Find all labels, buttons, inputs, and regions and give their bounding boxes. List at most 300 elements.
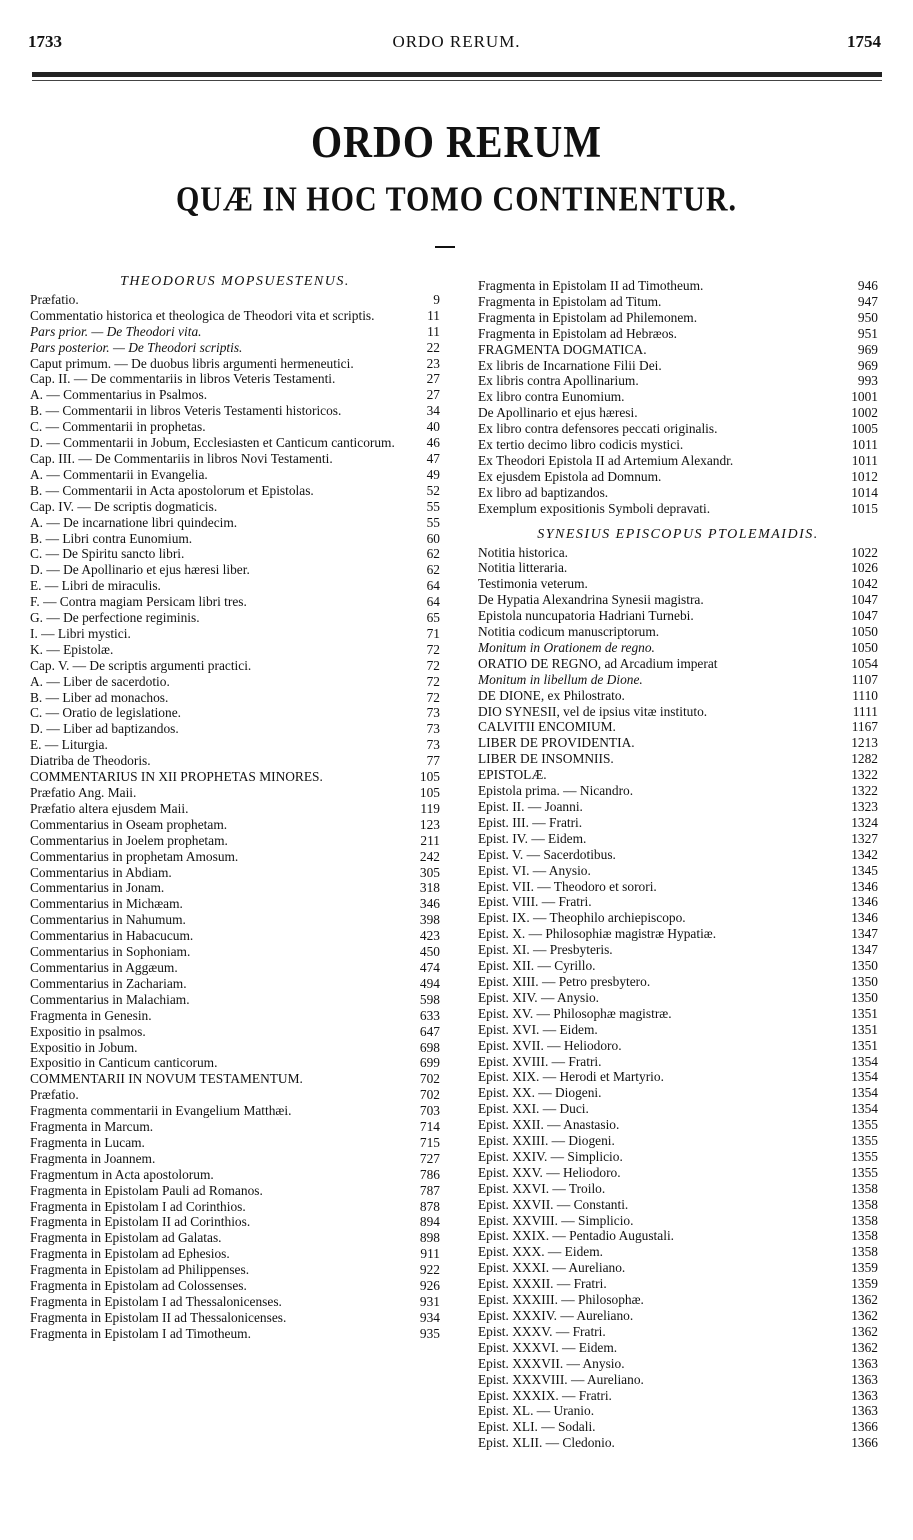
toc-entry-page: 1358 [851,1228,878,1244]
toc-entry-page: 1358 [851,1196,878,1212]
toc-entry-title: COMMENTARII IN NOVUM TESTAMENTUM. [30,1071,303,1087]
toc-entry [30,1262,440,1278]
toc-entry-title: I. — Libri mystici. [30,625,131,641]
toc-entry-title: D. — De Apollinario et ejus hæresi liber. [30,562,250,578]
toc-entry-page: 633 [419,1007,440,1023]
toc-entry-title: Epist. XVII. — Heliodoro. [478,1037,622,1053]
toc-entry [478,1069,878,1085]
toc-entry-page: 72 [426,689,440,705]
toc-entry-page: 73 [426,705,440,721]
toc-entry-title: Commentarius in Nahumum. [30,912,186,928]
toc-entry-title: Epist. XIX. — Herodi et Martyrio. [478,1069,664,1085]
toc-entry [478,560,878,576]
toc-entry-title: Fragmenta in Epistolam Pauli ad Romanos. [30,1182,263,1198]
toc-entry-page: 598 [419,991,440,1007]
toc-entry [478,592,878,608]
toc-entry-page: 1347 [851,942,878,958]
toc-entry [30,1040,440,1056]
toc-entry-page: 1323 [851,799,878,814]
toc-entry-page: 27 [426,371,440,387]
column-number-left: 1733 [28,32,62,51]
toc-entry-title: LIBER DE PROVIDENTIA. [478,735,635,751]
toc-entry-page: 55 [426,498,440,514]
page-header [0,30,913,54]
toc-entry-page: 1042 [851,576,878,592]
toc-entry-page: 305 [419,864,440,880]
toc-entry-page: 1002 [851,405,878,421]
toc-entry-page: 1366 [851,1419,878,1435]
toc-entry-title: Epist. XVI. — Eidem. [478,1021,598,1037]
toc-entry [30,626,440,642]
toc-entry-title: Fragmenta commentarii in Evangelium Matthæi. [30,1103,292,1119]
toc-entry-title: Testimonia veterum. [478,576,588,592]
toc-entry [478,1101,878,1117]
toc-entry-page: 62 [426,562,440,578]
toc-entry [478,974,878,990]
toc-entry-title: Commentarius in Sophoniam. [30,944,191,960]
toc-entry-page: 73 [426,737,440,753]
toc-entry [30,1294,440,1310]
toc-entry [478,1117,878,1133]
toc-entry-title: D. — Commentarii in Jobum, Ecclesiasten et Canticum canticorum. [30,435,395,451]
toc-entry-page: 898 [419,1230,440,1246]
toc-entry [30,1199,440,1215]
toc-entry-title: A. — Commentarii in Evangelia. [30,466,208,482]
toc-entry [30,403,440,419]
toc-entry-title: Epist. XXXII. — Fratri. [478,1276,607,1292]
toc-entry [30,419,440,435]
toc-entry [478,1419,878,1435]
toc-entry-page: 911 [420,1246,440,1262]
toc-entry-title: Epist. XXI. — Duci. [478,1101,589,1117]
toc-entry-page: 52 [426,482,440,498]
toc-entry-title: Fragmenta in Epistolam I ad Corinthios. [30,1198,246,1214]
toc-entry-title: Fragmenta in Genesin. [30,1007,152,1023]
toc-entry [30,912,440,928]
toc-entry-title: G. — De perfectione regiminis. [30,610,200,626]
toc-entry-title: Notitia historica. [478,544,568,560]
toc-entry-title: Epist. XXIV. — Simplicio. [478,1148,623,1164]
toc-entry-page: 11 [427,323,440,339]
toc-entry [30,705,440,721]
toc-entry-page: 46 [426,435,440,451]
toc-entry [478,1149,878,1165]
toc-entry [30,801,440,817]
toc-entry-title: E. — Liturgia. [30,737,108,753]
toc-entry [30,721,440,737]
toc-entry-page: 1354 [851,1101,878,1117]
toc-entry-title: Ex libro contra defensores peccati originalis. [478,421,718,437]
toc-entry-title: Fragmenta in Epistolam I ad Timotheum. [30,1325,251,1341]
toc-entry [478,831,878,847]
toc-entry [30,1214,440,1230]
toc-entry-page: 969 [857,357,878,373]
toc-entry-title: A. — Liber de sacerdotio. [30,673,170,689]
toc-entry-page: 1022 [851,544,878,560]
toc-entry-title: Epist. IV. — Eidem. [478,830,587,846]
toc-entry-title: Cap. III. — De Commentariis in libros Novi Testamenti. [30,450,333,466]
toc-entry [478,1133,878,1149]
toc-entry-title: Fragmenta in Epistolam ad Philippenses. [30,1262,250,1278]
toc-entry [478,1022,878,1038]
toc-entry [478,405,878,421]
running-title: ORDO RERUM. [392,32,521,51]
toc-entry-title: Epist. XLI. — Sodali. [478,1419,596,1435]
toc-entry-page: 1350 [851,989,878,1005]
toc-entry-page: 1355 [851,1117,878,1133]
toc-entry-page: 73 [426,721,440,737]
toc-entry-page: 47 [426,450,440,466]
toc-entry-page: 1354 [851,1085,878,1101]
right-column [478,278,878,1451]
toc-entry [478,1181,878,1197]
toc-entry [478,815,878,831]
toc-entry [478,1006,878,1022]
toc-entry-title: Epist. VII. — Theodoro et sorori. [478,878,657,894]
toc-entry [478,624,878,640]
toc-entry-page: 105 [419,785,440,800]
toc-entry-page: 1355 [851,1133,878,1149]
toc-entry-page: 894 [419,1214,440,1230]
toc-entry-page: 947 [857,293,878,309]
toc-entry-title: Epist. XVIII. — Fratri. [478,1053,602,1069]
toc-entry-title: C. — De Spiritu sancto libri. [30,546,185,562]
toc-entry [30,658,440,674]
toc-entry-page: 1366 [851,1435,878,1451]
toc-entry [478,1244,878,1260]
toc-entry-title: COMMENTARIUS IN XII PROPHETAS MINORES. [30,769,323,785]
toc-entry-page: 34 [426,403,440,419]
toc-entry [478,342,878,358]
toc-entry-title: Commentarius in Jonam. [30,880,165,896]
toc-entry-page: 702 [419,1087,440,1103]
toc-entry-page: 346 [419,896,440,912]
toc-entry [478,990,878,1006]
toc-entry-page: 878 [419,1198,440,1214]
toc-entry-title: Expositio in Canticum canticorum. [30,1055,218,1071]
toc-entry [30,880,440,896]
toc-entry-title: Commentarius in Joelem prophetam. [30,832,228,848]
toc-entry-title: Fragmenta in Epistolam II ad Corinthios. [30,1214,251,1230]
toc-entry-page: 1324 [851,814,878,830]
toc-entry-title: Epist. VIII. — Fratri. [478,894,592,910]
toc-entry [478,576,878,592]
toc-entry [30,737,440,753]
toc-entry-page: 1111 [852,703,878,719]
toc-entry [478,1340,878,1356]
section-spacer [478,517,878,525]
toc-entry-page: 11 [427,307,440,323]
toc-entry [478,640,878,656]
toc-entry [478,501,878,517]
toc-entry-title: Epist. XXXIX. — Fratri. [478,1387,612,1403]
toc-entry-page: 1011 [851,437,878,453]
toc-entry-page: 935 [419,1325,440,1341]
toc-entry-page: 1359 [851,1276,878,1292]
toc-entry-page: 1363 [851,1371,878,1387]
toc-entry-title: Epist. XII. — Cyrillo. [478,958,596,974]
toc-entry-page: 1362 [851,1323,878,1339]
toc-entry [478,1038,878,1054]
toc-entry-page: 1363 [851,1403,878,1419]
toc-entry-page: 1026 [851,560,878,576]
toc-entry-title: Præfatio altera ejusdem Maii. [30,800,189,816]
toc-entry-page: 318 [419,880,440,896]
toc-entry-page: 703 [419,1103,440,1119]
toc-entry-title: B. — Commentarii in libros Veteris Testamenti historicos. [30,403,342,419]
toc-entry-title: Epist. III. — Fratri. [478,814,583,830]
toc-entry [30,340,440,356]
toc-entry-title: Ex ejusdem Epistola ad Domnum. [478,468,662,484]
toc-entry-title: Ex Theodori Epistola II ad Artemium Alexandr. [478,452,734,468]
toc-entry [30,849,440,865]
toc-entry-page: 55 [426,514,440,530]
toc-entry [478,310,878,326]
toc-entry-title: Commentarius in Aggæum. [30,959,178,975]
toc-entry-title: Ex tertio decimo libro codicis mystici. [478,437,684,453]
toc-entry [30,292,440,308]
toc-entry-title: De Apollinario et ejus hæresi. [478,405,638,421]
toc-entry [30,674,440,690]
toc-entry-page: 1351 [851,1037,878,1053]
toc-entry [30,483,440,499]
toc-entry-title: A. — Commentarius in Psalmos. [30,387,208,403]
toc-entry [30,1278,440,1294]
toc-entry [478,688,878,704]
toc-entry-page: 9 [433,291,440,307]
toc-entry [30,833,440,849]
toc-entry-title: Ex libris de Incarnatione Filii Dei. [478,357,662,373]
toc-entry-title: Cap. V. — De scriptis argumenti practici. [30,657,252,673]
toc-entry [478,910,878,926]
toc-entry-title: Pars prior. — De Theodori vita. [30,323,202,339]
toc-entry-title: Fragmenta in Epistolam ad Galatas. [30,1230,222,1246]
toc-entry-title: Epist. V. — Sacerdotibus. [478,846,616,862]
toc-entry-title: Præfatio. [30,291,79,307]
toc-entry-title: DIO SYNESII, vel de ipsius vitæ instituto. [478,703,708,719]
toc-entry-title: Commentarius in prophetam Amosum. [30,848,239,864]
toc-entry-page: 242 [419,848,440,864]
toc-entry-page: 49 [426,466,440,482]
toc-entry-title: Caput primum. — De duobus libris argumenti hermeneutici. [30,355,354,371]
toc-entry-page: 211 [420,832,440,848]
toc-entry [478,1292,878,1308]
left-column [30,272,440,1342]
toc-entry-title: FRAGMENTA DOGMATICA. [478,341,647,357]
toc-entry-page: 1015 [851,500,878,516]
toc-entry-title: Fragmenta in Lucam. [30,1134,145,1150]
toc-entry [30,753,440,769]
toc-entry-page: 64 [426,578,440,594]
toc-entry [30,499,440,515]
toc-entry-page: 1355 [851,1164,878,1180]
toc-entry-page: 1351 [851,1021,878,1037]
toc-entry-page: 1355 [851,1148,878,1164]
toc-entry-title: Epist. XXVII. — Constanti. [478,1196,629,1212]
toc-entry-page: 698 [419,1039,440,1055]
toc-entry [478,942,878,958]
toc-entry [30,356,440,372]
toc-entry-title: Exemplum expositionis Symboli depravati. [478,500,711,516]
toc-entry-page: 72 [426,673,440,689]
toc-entry [30,610,440,626]
section-heading: SYNESIUS EPISCOPUS PTOLEMAIDIS. [537,526,819,542]
toc-entry-title: Epist. XIII. — Petro presbytero. [478,973,651,989]
toc-entry-title: Epist. XXXVIII. — Aureliano. [478,1371,644,1387]
toc-entry-title: Fragmenta in Epistolam II ad Thessalonicenses. [30,1309,287,1325]
toc-entry-page: 1362 [851,1292,878,1308]
toc-entry-page: 951 [857,325,878,341]
toc-entry [30,1167,440,1183]
toc-entry [30,976,440,992]
toc-entry [478,1228,878,1244]
toc-entry-page: 647 [419,1023,440,1039]
toc-entry-title: Commentatio historica et theologica de Theodori vita et scriptis. [30,307,375,323]
toc-entry-page: 1110 [852,687,878,703]
toc-entry [30,546,440,562]
toc-entry-title: Epist. XL. — Uranio. [478,1403,595,1419]
toc-entry [478,735,878,751]
toc-entry-title: Fragmenta in Joannem. [30,1150,156,1166]
toc-entry-page: 993 [857,373,878,389]
toc-entry-title: Epist. IX. — Theophilo archiepiscopo. [478,910,686,926]
toc-entry-page: 1362 [851,1308,878,1323]
toc-entry-title: Epist. XXIX. — Pentadio Augustali. [478,1228,675,1244]
toc-entry-title: C. — Oratio de legislatione. [30,705,181,721]
toc-entry [478,863,878,879]
toc-entry [478,847,878,863]
toc-entry-page: 1047 [851,608,878,624]
toc-entry-page: 71 [426,625,440,641]
page-title: ORDO RERUM [310,115,603,168]
toc-entry-title: K. — Epistolæ. [30,641,114,657]
toc-entry-title: B. — Libri contra Eunomium. [30,530,193,546]
toc-entry [478,1403,878,1419]
column-number-right: 1754 [847,32,881,51]
toc-entry-title: D. — Liber ad baptizandos. [30,721,179,737]
toc-entry-page: 1358 [851,1180,878,1196]
toc-entry-page: 423 [419,928,440,944]
toc-entry [478,783,878,799]
toc-entry [30,371,440,387]
toc-entry [30,562,440,578]
toc-entry [30,1151,440,1167]
toc-entry [30,467,440,483]
toc-entry [30,308,440,324]
toc-entry [30,435,440,451]
toc-entry [478,1356,878,1372]
toc-entry [478,1372,878,1388]
toc-entry-title: E. — Libri de miraculis. [30,578,161,594]
toc-entry-title: Epist. XI. — Presbyteris. [478,942,613,958]
toc-entry-title: Epist. XLII. — Cledonio. [478,1435,615,1451]
toc-entry-page: 1282 [851,751,878,767]
toc-entry-page: 1358 [851,1212,878,1228]
title-divider [435,246,455,248]
toc-entry-title: Expositio in psalmos. [30,1023,146,1039]
toc-entry [30,785,440,801]
toc-entry-page: 1363 [851,1355,878,1371]
header-rule-thin [32,80,882,81]
toc-entry [478,672,878,688]
toc-entry-page: 1167 [851,719,878,735]
toc-entry [30,690,440,706]
toc-entry-page: 1350 [851,973,878,989]
toc-entry-page: 787 [419,1182,440,1198]
toc-entry-page: 65 [426,610,440,626]
toc-entry-title: Notitia litteraria. [478,560,568,576]
toc-entry [478,1054,878,1070]
toc-entry-page: 715 [419,1134,440,1150]
toc-entry [478,421,878,437]
toc-entry-page: 494 [419,975,440,991]
toc-entry-page: 946 [857,278,878,293]
toc-entry [478,1388,878,1404]
toc-entry-page: 926 [419,1278,440,1294]
toc-entry-page: 934 [419,1309,440,1325]
toc-entry-title: Fragmenta in Epistolam I ad Thessalonicenses. [30,1294,282,1309]
toc-entry-page: 77 [426,753,440,769]
toc-entry-title: Fragmentum in Acta apostolorum. [30,1166,214,1182]
toc-entry-title: Notitia codicum manuscriptorum. [478,624,660,640]
toc-entry-title: Epist. XXXIII. — Philosophæ. [478,1292,644,1308]
toc-entry-page: 474 [419,959,440,975]
toc-entry [30,1119,440,1135]
toc-entry [30,817,440,833]
toc-entry-title: Epist. XXXIV. — Aureliano. [478,1308,634,1323]
toc-entry-page: 1363 [851,1387,878,1403]
toc-entry-page: 450 [419,944,440,960]
toc-entry-title: Epist. XXXVII. — Anysio. [478,1355,625,1371]
toc-entry [30,1103,440,1119]
toc-entry-title: Cap. II. — De commentariis in libros Veteris Testamenti. [30,371,336,387]
toc-entry-title: Ex libro contra Eunomium. [478,389,625,405]
toc-entry-page: 1354 [851,1069,878,1085]
toc-entry-title: Ex libro ad baptizandos. [478,484,609,500]
toc-entry [478,1324,878,1340]
toc-entry-title: Epist. XIV. — Anysio. [478,989,600,1005]
toc-entry [30,324,440,340]
toc-entry-title: Fragmenta in Epistolam ad Colossenses. [30,1278,247,1294]
toc-entry-page: 1107 [851,671,878,687]
toc-entry-title: A. — De incarnatione libri quindecim. [30,514,238,530]
page-subtitle: QUÆ IN HOC TOMO CONTINENTUR. [175,180,738,219]
toc-entry-page: 1012 [851,468,878,484]
toc-entry [30,578,440,594]
toc-entry [30,1246,440,1262]
toc-entry [478,1260,878,1276]
toc-entry-page: 1346 [851,878,878,894]
toc-entry-title: Epist. XXII. — Anastasio. [478,1117,620,1133]
toc-entry-page: 62 [426,546,440,562]
toc-entry-title: Epist. VI. — Anysio. [478,862,591,878]
toc-entry [30,1183,440,1199]
toc-entry [478,926,878,942]
toc-entry-page: 119 [420,800,440,816]
toc-entry-page: 27 [426,387,440,403]
toc-entry-title: LIBER DE INSOMNIIS. [478,751,614,767]
toc-entry-title: Commentarius in Michæam. [30,896,183,912]
toc-entry [30,642,440,658]
toc-entry [478,894,878,910]
toc-entry [478,1276,878,1292]
toc-entry-title: Epist. X. — Philosophiæ magistræ Hypatiæ. [478,926,717,942]
toc-entry-page: 23 [426,355,440,371]
toc-entry-page: 1047 [851,592,878,608]
toc-entry [478,799,878,815]
toc-entry [30,515,440,531]
toc-entry-title: Epistola nuncupatoria Hadriani Turnebi. [478,608,694,624]
